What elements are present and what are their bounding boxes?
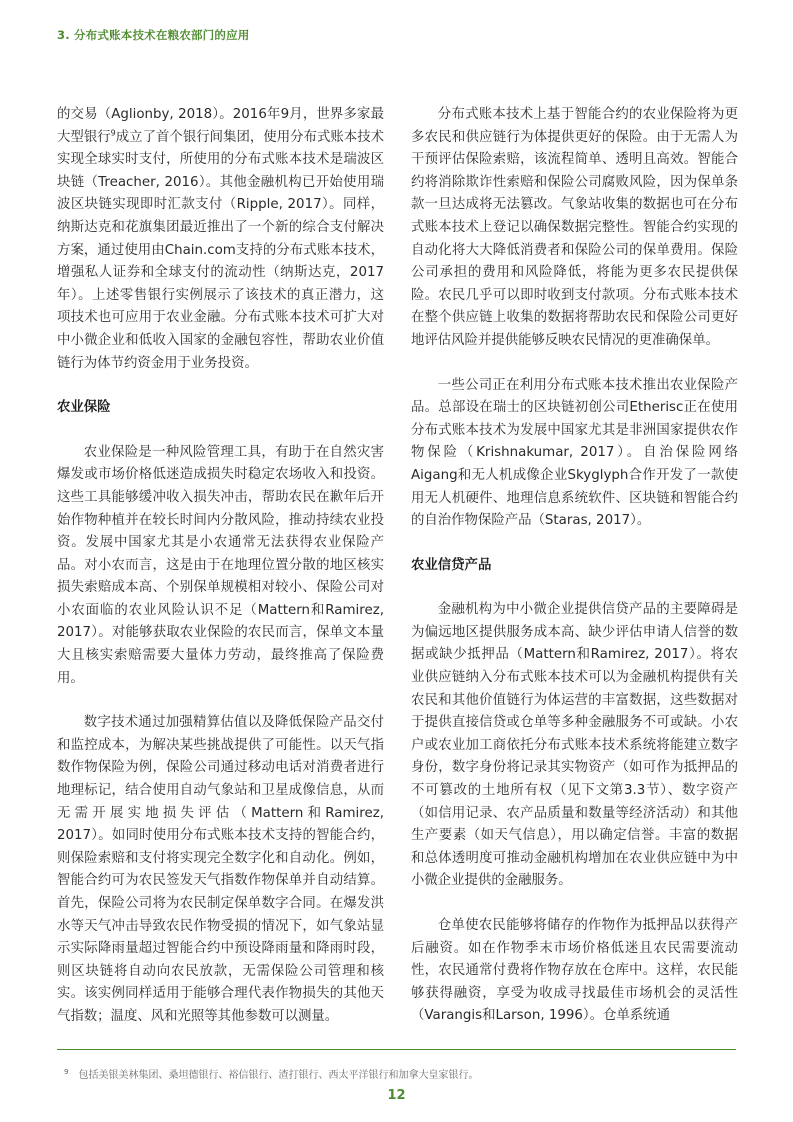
footnote-mark: 9 bbox=[64, 1067, 69, 1076]
paragraph-warehouse-receipts: 仓单使农民能够将储存的作物作为抵押品以获得产后融资。如在作物季末市场价格低迷且农民需要流动性，农民通常付费将作物存放在仓库中。这样，农民能够获得融资，享受为收成寻找最佳市场机会的灵活性（Varangis和Larson, 1996）。仓单系统通 bbox=[411, 918, 738, 1024]
paragraph-banking-part2: 成立了首个银行间集团，使用分布式账本技术实现全球实时支付，所使用的分布式账本技术是瑞波区块链（Treacher, 2016）。其他金融机构已开始使用瑞波区块链实现即时汇款支付（Ripple, 2017）。同样，纳斯达克和花旗集团最近推出了一个新的综合支付解决方案，通过使用由Chain.com支持的分布式账本技术，增强私人证券和全球支付的流动性（纳斯达克，2017年）。上述零售银行实例展示了该技术的真正潜力，这项技术也可应用于农业金融。分布式账本技术可扩大对中小微企业和低收入国家的金融包容性，帮助农业价值链行为体节约资金用于业务投资。 bbox=[57, 129, 385, 371]
left-column bbox=[57, 104, 384, 1051]
right-column bbox=[411, 104, 738, 1050]
paragraph-banking bbox=[57, 104, 384, 375]
footnote-ref-9: 9 bbox=[110, 128, 116, 138]
paragraph-insurance-companies: 一些公司正在利用分布式账本技术推出农业保险产品。总部设在瑞士的区块链初创公司Etherisc正在使用分布式账本技术为发展中国家尤其是非洲国家提供农作物保险（Krishnakumar, 2017）。自治保险网络Aigang和无人机成像企业Skyglyph合作开发了一款使用无人机硬件、地理信息系统软件、区块链和智能合约的自治作物保险产品（Staras, 2017）。 bbox=[411, 377, 738, 529]
heading-agricultural-credit: 农业信贷产品 bbox=[411, 557, 492, 573]
footnote-text: 包括美银美林集团、桑坦德银行、裕信银行、渣打银行、西太平洋银行和加拿大皇家银行。 bbox=[78, 1070, 479, 1081]
section-header: 3. 分布式账本技术在粮农部门的应用 bbox=[57, 28, 250, 42]
paragraph-insurance-intro: 农业保险是一种风险管理工具，有助于在自然灾害爆发或市场价格低迷造成损失时稳定农场收入和投资。这些工具能够缓冲收入损失冲击，帮助农民在歉年后开始作物种植并在较长时间内分散风险，推动持续农业投资。发展中国家尤其是小农通常无法获得农业保险产品。对小农而言，这是由于在地理位置分散的地区核实损失索赔成本高、个别保单规模相对较小、保险公司对小农面临的农业风险认识不足（Mattern和Ramirez, 2017）。对能够获取农业保险的农民而言，保单文本量大且核实索赔需要大量体力劳动，最终推高了保险费用。 bbox=[57, 444, 384, 686]
paragraph-banking-part1: 的交易（Aglionby, 2018）。2016年9月，世界多家最大型银行 bbox=[57, 107, 384, 145]
paragraph-digital-insurance: 数字技术通过加强精算估值以及降低保险产品交付和监控成本，为解决某些挑战提供了可能性。以天气指数作物保险为例，保险公司通过移动电话对消费者进行地理标记，结合使用自动气象站和卫星成像信息，从而无需开展实地损失评估（Mattern和Ramirez, 2017）。如同时使用分布式账本技术支持的智能合约，则保险索赔和支付将实现完全数字化和自动化。例如，智能合约可为农民签发天气指数作物保单并自动结算。首先，保险公司将为农民制定保单数字合同。在爆发洪水等天气冲击导致农民作物受损的情况下，如气象站显示实际降雨量超过智能合约中预设降雨量和降雨时段，则区块链将自动向农民放款，无需保险公司管理和核实。该实例同样适用于能够合理代表作物损失的其他天气指数；温度、风和光照等其他参数可以测量。 bbox=[57, 715, 384, 1024]
footnote-divider bbox=[57, 1049, 736, 1050]
paragraph-smart-contract-insurance: 分布式账本技术上基于智能合约的农业保险将为更多农民和供应链行为体提供更好的保险。由于无需人为干预评估保险索赔，该流程简单、透明且高效。智能合约将消除欺诈性索赔和保险公司腐败风险，因为保单条款一旦达成将无法篡改。气象站收集的数据也可在分布式账本技术上登记以确保数据完整性。智能合约实现的自动化将大大降低消费者和保险公司的保单费用。保险公司承担的费用和风险降低，将能为更多农民提供保险。农民几乎可以即时收到支付款项。分布式账本技术在整个供应链上收集的数据将帮助农民和保险公司更好地评估风险并提供能够反映农民情况的更准确保单。 bbox=[411, 107, 738, 348]
heading-agricultural-insurance: 农业保险 bbox=[57, 400, 111, 416]
footnote bbox=[64, 1066, 478, 1081]
page-number: 12 bbox=[387, 1088, 406, 1103]
paragraph-credit-products: 金融机构为中小微企业提供信贷产品的主要障碍是为偏远地区提供服务成本高、缺少评估申请人信誉的数据或缺少抵押品（Mattern和Ramirez, 2017）。将农业供应链纳入分布式账本技术可以为金融机构提供有关农民和其他价值链行为体运营的丰富数据，这些数据对于提供直接信贷或仓单等多种金融服务不可或缺。小农户或农业加工商依托分布式账本技术系统将能建立数字身份，数字身份将记录其实物资产（如可作为抵押品的不可篡改的土地所有权（见下文第3.3节）、数字资产（如信用记录、农产品质量和数量等经济活动）和其他生产要素（如天气信息），用以确定信誉。丰富的数据和总体透明度可推动金融机构增加在农业供应链中为中小微企业提供的金融服务。 bbox=[411, 602, 738, 889]
